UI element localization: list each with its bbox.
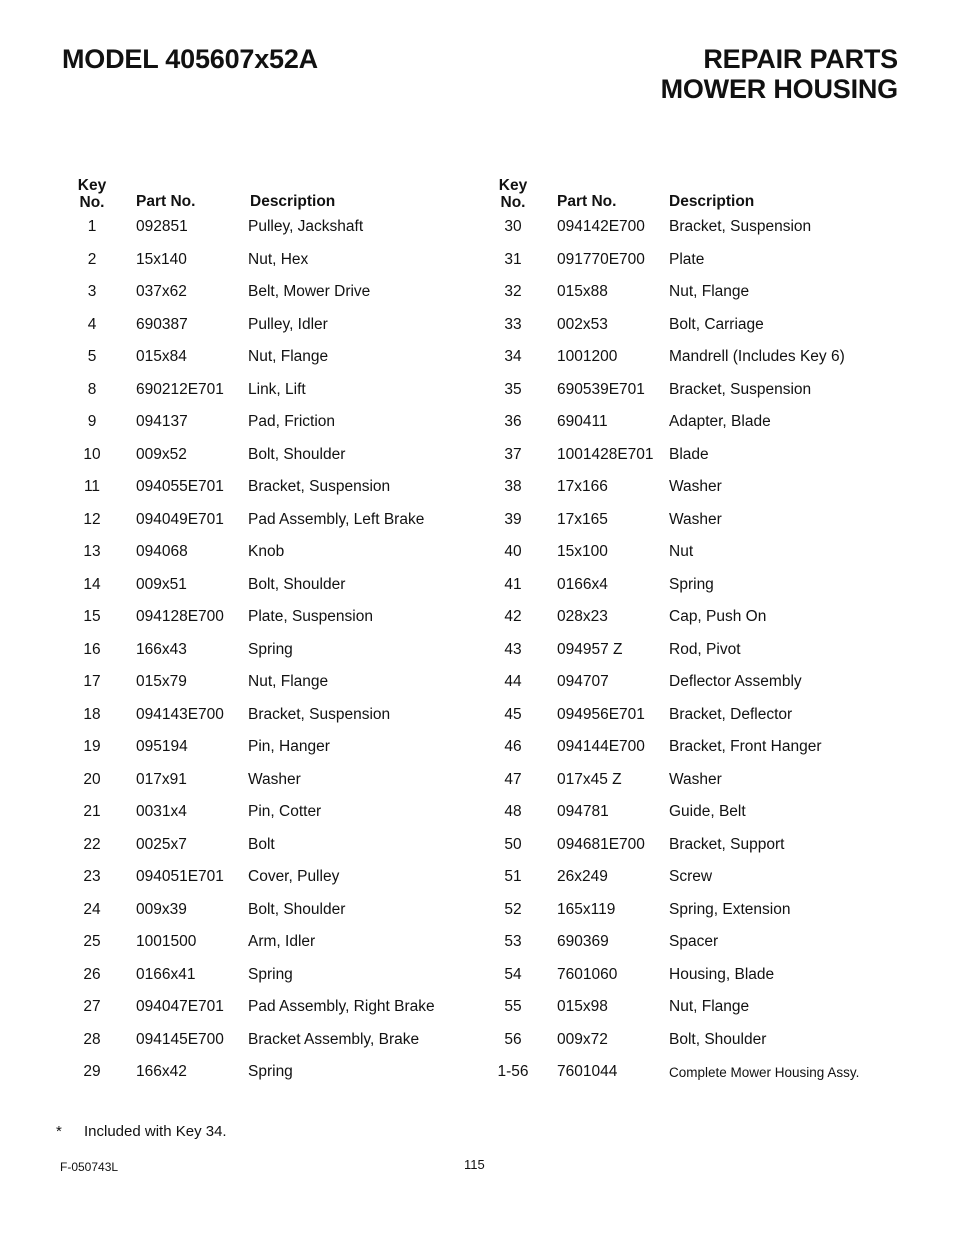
key-number: 17 [83, 673, 101, 690]
table-row [483, 927, 903, 960]
part-number: 094137 [136, 413, 188, 430]
key-number: 20 [83, 770, 101, 788]
key-number: 15 [83, 608, 101, 625]
part-description: Knob [248, 543, 285, 560]
key-number: 23 [83, 868, 101, 885]
part-description: Bracket, Suspension [248, 705, 391, 723]
table-row [483, 440, 903, 473]
table-row [483, 895, 903, 928]
key-header-line1: Key [77, 177, 107, 194]
table-row [483, 602, 903, 635]
part-number: 094142E700 [557, 218, 645, 235]
part-description: Bracket, Deflector [669, 705, 793, 723]
part-description: Cap, Push On [669, 608, 767, 625]
part-description: Pin, Hanger [248, 738, 330, 755]
description-header: Description [250, 193, 336, 210]
part-description: Pad Assembly, Left Brake [248, 510, 425, 528]
part-description: Link, Lift [248, 380, 306, 398]
table-row [62, 570, 482, 603]
key-number: 19 [83, 738, 101, 755]
table-row [483, 1057, 903, 1090]
key-number: 4 [87, 315, 97, 333]
table-row [483, 375, 903, 408]
part-number: 094144E700 [557, 738, 645, 755]
key-number: 28 [83, 1030, 101, 1048]
part-description: Nut, Hex [248, 250, 309, 268]
part-description: Bracket, Suspension [669, 218, 812, 235]
part-number: 095194 [136, 738, 188, 755]
part-description: Rod, Pivot [669, 640, 741, 658]
part-description: Nut, Flange [669, 283, 750, 300]
part-number: 166x43 [136, 640, 187, 658]
table-row [62, 1057, 482, 1090]
table-row [483, 830, 903, 863]
part-description: Deflector Assembly [669, 673, 802, 690]
part-description: Washer [669, 770, 722, 788]
key-number: 1 [87, 218, 97, 235]
part-description: Cover, Pulley [248, 868, 340, 885]
key-header-line2: No. [79, 194, 105, 211]
form-number: F-050743L [60, 1160, 119, 1174]
table-header-left [62, 176, 482, 212]
key-number: 47 [504, 770, 522, 788]
parts-table-left [62, 176, 482, 1090]
table-row [483, 537, 903, 570]
table-row [62, 700, 482, 733]
part-number: 094049E701 [136, 510, 224, 528]
part-number: 690539E701 [557, 380, 645, 398]
part-description: Nut, Flange [248, 673, 329, 690]
part-description: Bolt, Carriage [669, 315, 764, 333]
part-number: 094051E701 [136, 868, 224, 885]
table-row [62, 960, 482, 993]
key-number: 36 [504, 413, 522, 430]
section-title-line1: REPAIR PARTS [703, 44, 898, 74]
part-number: 028x23 [557, 608, 608, 625]
key-number: 42 [504, 608, 522, 625]
table-header-right [483, 176, 903, 212]
part-description: Pin, Cotter [248, 803, 322, 820]
table-row [62, 862, 482, 895]
part-description: Mandrell (Includes Key 6) [669, 348, 845, 365]
part-description: Pulley, Jackshaft [248, 218, 364, 235]
key-number: 9 [87, 413, 97, 430]
part-description: Washer [248, 770, 301, 788]
part-number: 094957 Z [557, 640, 623, 658]
key-number: 46 [504, 738, 522, 755]
table-row [62, 277, 482, 310]
key-number: 32 [504, 283, 522, 300]
part-description: Bolt [248, 835, 275, 853]
part-number: 094143E700 [136, 705, 224, 723]
key-number: 18 [83, 705, 101, 723]
part-number: 092851 [136, 218, 188, 235]
table-row [62, 212, 482, 245]
key-number: 10 [83, 445, 101, 463]
key-header-line1: Key [498, 177, 528, 194]
key-number: 31 [504, 250, 522, 268]
key-number: 29 [83, 1063, 101, 1080]
table-row [483, 1025, 903, 1058]
part-description: Housing, Blade [669, 965, 775, 983]
key-number: 13 [83, 543, 101, 560]
table-row [483, 310, 903, 343]
part-description: Bracket, Suspension [248, 478, 391, 495]
part-number: 0166x41 [136, 965, 196, 983]
part-no-header: Part No. [136, 193, 196, 210]
table-row [483, 277, 903, 310]
table-row [62, 375, 482, 408]
table-row [483, 635, 903, 668]
key-number: 38 [504, 478, 522, 495]
part-description: Arm, Idler [248, 933, 316, 950]
key-number: 39 [504, 510, 522, 528]
part-no-header: Part No. [557, 193, 617, 210]
key-number: 27 [83, 998, 101, 1015]
part-number: 094047E701 [136, 998, 224, 1015]
key-number: 53 [504, 933, 522, 950]
key-number: 11 [83, 478, 101, 495]
table-row [483, 862, 903, 895]
part-number: 009x51 [136, 575, 187, 593]
part-description: Belt, Mower Drive [248, 283, 371, 300]
table-row [62, 732, 482, 765]
section-title-line2: MOWER HOUSING [660, 74, 898, 104]
part-number: 690387 [136, 315, 188, 333]
table-row [483, 212, 903, 245]
model-title: MODEL 405607x52A [62, 44, 318, 74]
key-number: 40 [504, 543, 522, 560]
part-description: Bolt, Shoulder [248, 575, 346, 593]
key-number: 12 [83, 510, 101, 528]
part-description: Blade [669, 445, 709, 463]
table-row [62, 1025, 482, 1058]
part-number: 009x39 [136, 900, 187, 918]
part-number: 094707 [557, 673, 609, 690]
table-row [483, 992, 903, 1025]
part-number: 0166x4 [557, 575, 608, 593]
part-number: 037x62 [136, 283, 187, 300]
part-number: 094956E701 [557, 705, 645, 723]
part-description: Adapter, Blade [669, 413, 771, 430]
table-row [62, 245, 482, 278]
part-description: Bracket, Front Hanger [669, 738, 822, 755]
table-row [483, 700, 903, 733]
part-number: 690411 [557, 413, 608, 430]
table-row [62, 992, 482, 1025]
part-number: 1001200 [557, 348, 618, 365]
part-description: Spring, Extension [669, 900, 791, 918]
description-header: Description [669, 193, 755, 210]
part-description: Pad Assembly, Right Brake [248, 998, 435, 1015]
parts-table-right [483, 176, 903, 1090]
table-row [62, 440, 482, 473]
rows-right [483, 212, 903, 1090]
part-description: Bracket, Support [669, 835, 785, 853]
key-number: 55 [504, 998, 522, 1015]
part-description: Spring [248, 965, 293, 983]
part-description: Nut [669, 543, 694, 560]
part-description: Spring [669, 575, 714, 593]
part-description: Bolt, Shoulder [248, 900, 346, 918]
part-description: Pulley, Idler [248, 315, 328, 333]
table-row [62, 310, 482, 343]
key-no-header [483, 177, 543, 211]
part-description: Plate, Suspension [248, 608, 373, 625]
key-number: 56 [504, 1030, 522, 1048]
table-row [483, 245, 903, 278]
table-row [483, 667, 903, 700]
part-number: 7601060 [557, 965, 618, 983]
key-number: 44 [504, 673, 522, 690]
key-header-line2: No. [500, 194, 526, 211]
table-row [483, 797, 903, 830]
table-row [62, 505, 482, 538]
part-number: 690369 [557, 933, 609, 950]
part-number: 26x249 [557, 868, 608, 885]
part-description: Spring [248, 640, 293, 658]
part-number: 094145E700 [136, 1030, 224, 1048]
part-number: 015x79 [136, 673, 187, 690]
part-number: 15x140 [136, 250, 187, 268]
part-number: 17x166 [557, 478, 608, 495]
table-row [483, 570, 903, 603]
part-number: 0031x4 [136, 803, 187, 820]
part-number: 017x91 [136, 770, 187, 788]
table-row [62, 602, 482, 635]
table-row [62, 537, 482, 570]
part-description: Nut, Flange [669, 998, 750, 1015]
part-description: Screw [669, 868, 713, 885]
key-number: 3 [87, 283, 97, 300]
part-number: 1001500 [136, 933, 197, 950]
table-row [62, 895, 482, 928]
part-number: 165x119 [557, 900, 616, 918]
part-number: 094681E700 [557, 835, 645, 853]
key-number: 35 [504, 380, 522, 398]
part-number: 094068 [136, 543, 188, 560]
part-description: Bolt, Shoulder [248, 445, 346, 463]
key-number: 1-56 [497, 1063, 529, 1080]
part-number: 166x42 [136, 1063, 187, 1080]
table-row [62, 635, 482, 668]
key-number: 52 [504, 900, 522, 918]
part-number: 009x72 [557, 1030, 608, 1048]
part-number: 0025x7 [136, 835, 187, 853]
table-row [62, 342, 482, 375]
part-description: Complete Mower Housing Assy. [669, 1065, 860, 1080]
table-row [62, 407, 482, 440]
part-description: Bracket, Suspension [669, 380, 812, 398]
part-number: 015x88 [557, 283, 608, 300]
key-number: 51 [504, 868, 522, 885]
part-number: 690212E701 [136, 380, 224, 398]
page-number: 115 [464, 1157, 485, 1172]
key-number: 14 [83, 575, 101, 593]
part-number: 15x100 [557, 543, 608, 560]
part-number: 009x52 [136, 445, 187, 463]
table-row [62, 472, 482, 505]
part-description: Pad, Friction [248, 413, 336, 430]
key-number: 21 [83, 803, 101, 820]
section-title [661, 44, 898, 104]
key-number: 41 [504, 575, 522, 593]
key-number: 2 [87, 250, 97, 268]
part-description: Guide, Belt [669, 803, 746, 820]
table-row [483, 342, 903, 375]
part-description: Nut, Flange [248, 348, 329, 365]
footnote-text: Included with Key 34. [84, 1123, 227, 1140]
part-description: Bolt, Shoulder [669, 1030, 767, 1048]
table-row [483, 472, 903, 505]
part-description: Spring [248, 1063, 293, 1080]
part-description: Washer [669, 478, 722, 495]
table-row [483, 505, 903, 538]
key-number: 45 [504, 705, 522, 723]
table-row [62, 927, 482, 960]
key-no-header [62, 177, 122, 211]
key-number: 22 [83, 835, 101, 853]
part-description: Bracket Assembly, Brake [248, 1030, 420, 1048]
table-row [483, 765, 903, 798]
table-row [483, 732, 903, 765]
key-number: 26 [83, 965, 101, 983]
part-description: Plate [669, 250, 705, 268]
part-number: 091770E700 [557, 250, 645, 268]
key-number: 48 [504, 803, 522, 820]
key-number: 33 [504, 315, 522, 333]
key-number: 50 [504, 835, 522, 853]
table-row [62, 765, 482, 798]
key-number: 5 [87, 348, 97, 365]
table-row [62, 830, 482, 863]
key-number: 34 [504, 348, 522, 365]
key-number: 43 [504, 640, 522, 658]
key-number: 24 [83, 900, 101, 918]
footnote-marker: * [56, 1123, 62, 1140]
key-number: 30 [504, 218, 522, 235]
key-number: 8 [87, 380, 97, 398]
table-row [483, 960, 903, 993]
part-number: 7601044 [557, 1063, 618, 1080]
key-number: 16 [83, 640, 101, 658]
part-description: Spacer [669, 933, 719, 950]
part-number: 094128E700 [136, 608, 224, 625]
part-number: 015x84 [136, 348, 187, 365]
table-row [62, 797, 482, 830]
table-row [483, 407, 903, 440]
part-description: Washer [669, 510, 722, 528]
part-number: 094781 [557, 803, 609, 820]
part-number: 17x165 [557, 510, 608, 528]
key-number: 54 [504, 965, 522, 983]
key-number: 25 [83, 933, 101, 950]
part-number: 094055E701 [136, 478, 224, 495]
part-number: 1001428E701 [557, 445, 654, 463]
rows-left [62, 212, 482, 1090]
table-row [62, 667, 482, 700]
key-number: 37 [504, 445, 522, 463]
part-number: 015x98 [557, 998, 608, 1015]
part-number: 017x45 Z [557, 770, 622, 788]
part-number: 002x53 [557, 315, 608, 333]
